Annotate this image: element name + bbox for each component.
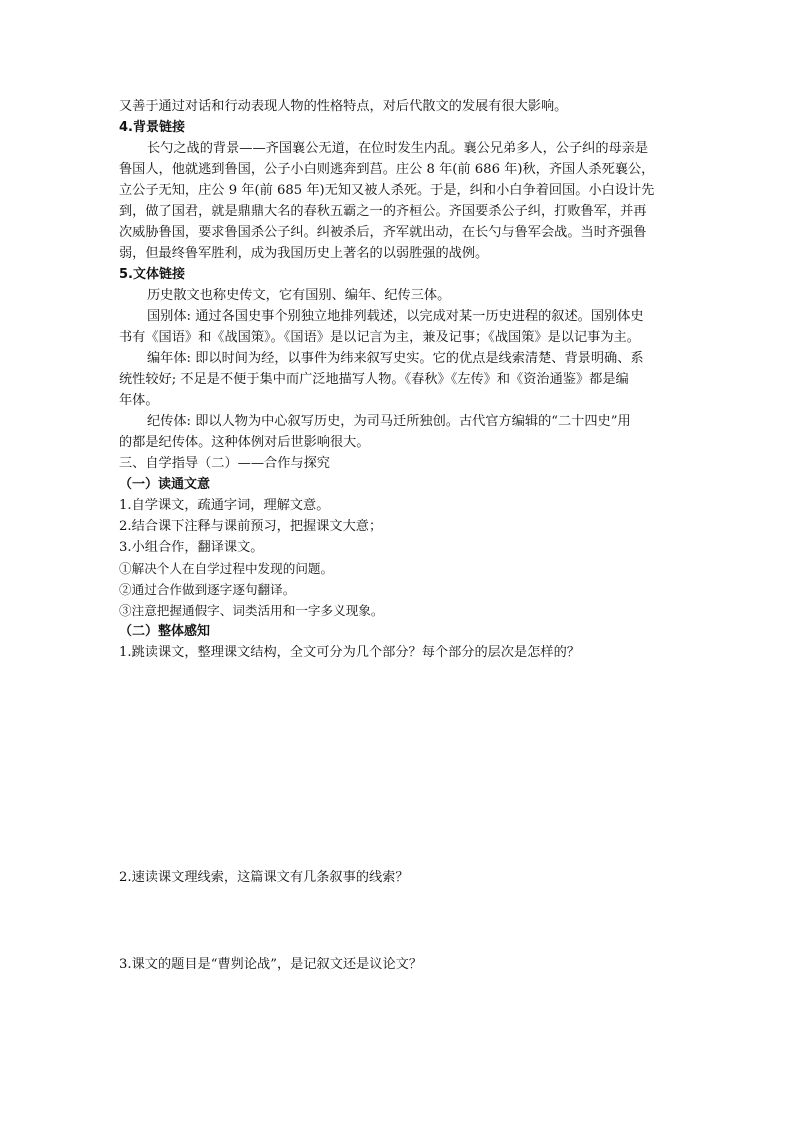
list-subitem: ③注意把握通假字、词类活用和一字多义现象。 (119, 603, 384, 618)
biannian-paragraph-line: 年体。 (119, 393, 159, 408)
background-paragraph-line: 到，做了国君，就是鼎鼎大名的春秋五霸之一的齐桓公。齐国要杀公子纠，打败鲁军，并再 (119, 204, 647, 219)
list-item: 3.小组合作，翻译课文。 (119, 540, 264, 555)
list-subitem: ①解决个人在自学过程中发现的问题。 (119, 561, 334, 576)
subsection-overview-heading: （二）整体感知 (119, 624, 211, 639)
guobie-paragraph-line: 国别体: 通过各国史事个别独立地排列载述，以完成对某一历史进程的叙述。国别体史 (147, 309, 644, 324)
section-background-heading: 4.背景链接 (119, 120, 185, 135)
list-item: 1.自学课文，疏通字词，理解文意。 (119, 498, 330, 513)
question-2: 2.速读课文理线索，这篇课文有几条叙事的线索？ (119, 870, 409, 885)
question-3: 3.课文的题目是“曹刿论战”，是记叙文还是议论文？ (119, 957, 423, 972)
subsection-read-heading: （一）读通文意 (119, 477, 211, 492)
biannian-paragraph-line: 统性较好; 不足是不便于集中而广泛地描写人物。《春秋》《左传》和《资治通鉴》都是编 (119, 372, 629, 387)
question-1: 1.跳读课文，整理课文结构，全文可分为几个部分？每个部分的层次是怎样的？ (119, 645, 580, 660)
jizhuan-paragraph-line: 纪传体: 即以人物为中心叙写历史，为司马迁所独创。古代官方编辑的“二十四史”用 (147, 414, 631, 429)
biannian-paragraph-line: 编年体: 即以时间为经，以事件为纬来叙写史实。它的优点是线索清楚、背景明确、系 (147, 351, 644, 366)
list-item: 2.结合课下注释与课前预习，把握课文大意； (119, 519, 383, 534)
part-three-heading: 三、自学指导（二）——合作与探究 (119, 456, 330, 471)
list-subitem: ②通过合作做到逐字逐句翻译。 (119, 582, 296, 597)
genre-intro: 历史散文也称史传文，它有国别、编年、纪传三体。 (147, 288, 451, 303)
guobie-paragraph-line: 书有《国语》和《战国策》。《国语》是以记言为主，兼及记事；《战国策》是以记事为主。 (119, 330, 640, 345)
background-paragraph-line: 次威胁鲁国，要求鲁国杀公子纠。纠被杀后，齐军就出动，在长勺与鲁军会战。当时齐强鲁 (119, 225, 647, 240)
background-paragraph-line: 长勺之战的背景——齐国襄公无道，在位时发生内乱。襄公兄弟多人，公子纠的母亲是 (147, 141, 649, 156)
background-paragraph-line: 弱，但最终鲁军胜利，成为我国历史上著名的以弱胜强的战例。 (119, 246, 489, 261)
background-paragraph-line: 立公子无知，庄公 9 年(前 685 年)无知又被人杀死。于是，纠和小白争着回国。小白设计先 (119, 183, 655, 198)
jizhuan-paragraph-line: 的都是纪传体。这种体例对后世影响很大。 (119, 435, 370, 450)
background-paragraph-line: 鲁国人，他就逃到鲁国，公子小白则逃奔到莒。庄公 8 年(前 686 年)秋，齐国人杀死襄公， (119, 162, 655, 177)
intro-continuation: 又善于通过对话和行动表现人物的性格特点，对后代散文的发展有很大影响。 (119, 99, 568, 114)
section-genre-heading: 5.文体链接 (119, 267, 185, 282)
